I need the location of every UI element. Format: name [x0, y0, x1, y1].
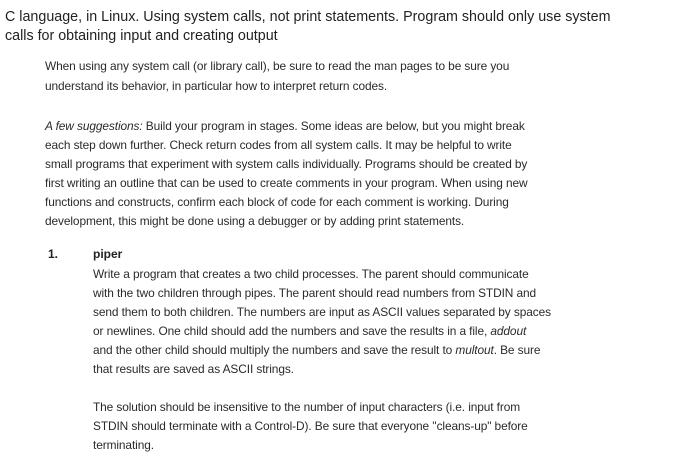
- suggestions-line: functions and constructs, confirm each block of code for each comment is working. During: [45, 195, 509, 209]
- item-line: that results are saved as ASCII strings.: [93, 362, 294, 376]
- item-line: STDIN should terminate with a Control-D). Be sure that everyone ''cleans-up" before: [93, 419, 528, 433]
- item-text: or newlines. One child should add the numbers and save the results in a file,: [93, 324, 491, 338]
- question-line: calls for obtaining input and creating output: [5, 28, 278, 44]
- item-line: Write a program that creates a two child processes. The parent should communicate: [93, 267, 529, 281]
- item-text: and the other child should multiply the numbers and save the result to: [93, 343, 456, 357]
- suggestions-lead: A few suggestions:: [45, 119, 143, 133]
- item-line: send them to both children. The numbers are input as ASCII values separated by spaces: [93, 305, 551, 319]
- item-line: [93, 343, 540, 357]
- intro-line: When using any system call (or library call), be sure to read the man pages to be sure you: [45, 59, 510, 73]
- intro-line: understand its behavior, in particular how to interpret return codes.: [45, 79, 388, 93]
- item-line: The solution should be insensitive to the number of input characters (i.e. input from: [93, 400, 521, 414]
- question-line: C language, in Linux. Using system calls, not print statements. Program should only use system: [5, 9, 611, 25]
- filename-multout: multout: [455, 343, 494, 357]
- suggestions-line: small programs that experiment with system calls individually. Programs should be created by: [45, 157, 528, 171]
- list-number: 1.: [48, 247, 59, 261]
- item-line: with the two children through pipes. The parent should read numbers from STDIN and: [93, 286, 537, 300]
- suggestions-text: Build your program in stages. Some ideas are below, but you might break: [142, 119, 525, 133]
- suggestions-line: each step down further. Check return codes from all system calls. It may be helpful to write: [45, 138, 512, 152]
- item-text: . Be sure: [493, 343, 541, 357]
- suggestions-line: first writing an outline that can be used to create comments in your program. When using new: [45, 176, 528, 190]
- item-title: piper: [93, 247, 123, 261]
- filename-addout: addout: [490, 324, 527, 338]
- suggestions-line: development, this might be done using a debugger or by adding print statements.: [45, 214, 465, 228]
- suggestions-line: [45, 119, 525, 133]
- item-line: terminating.: [93, 438, 154, 452]
- item-line: [93, 324, 526, 338]
